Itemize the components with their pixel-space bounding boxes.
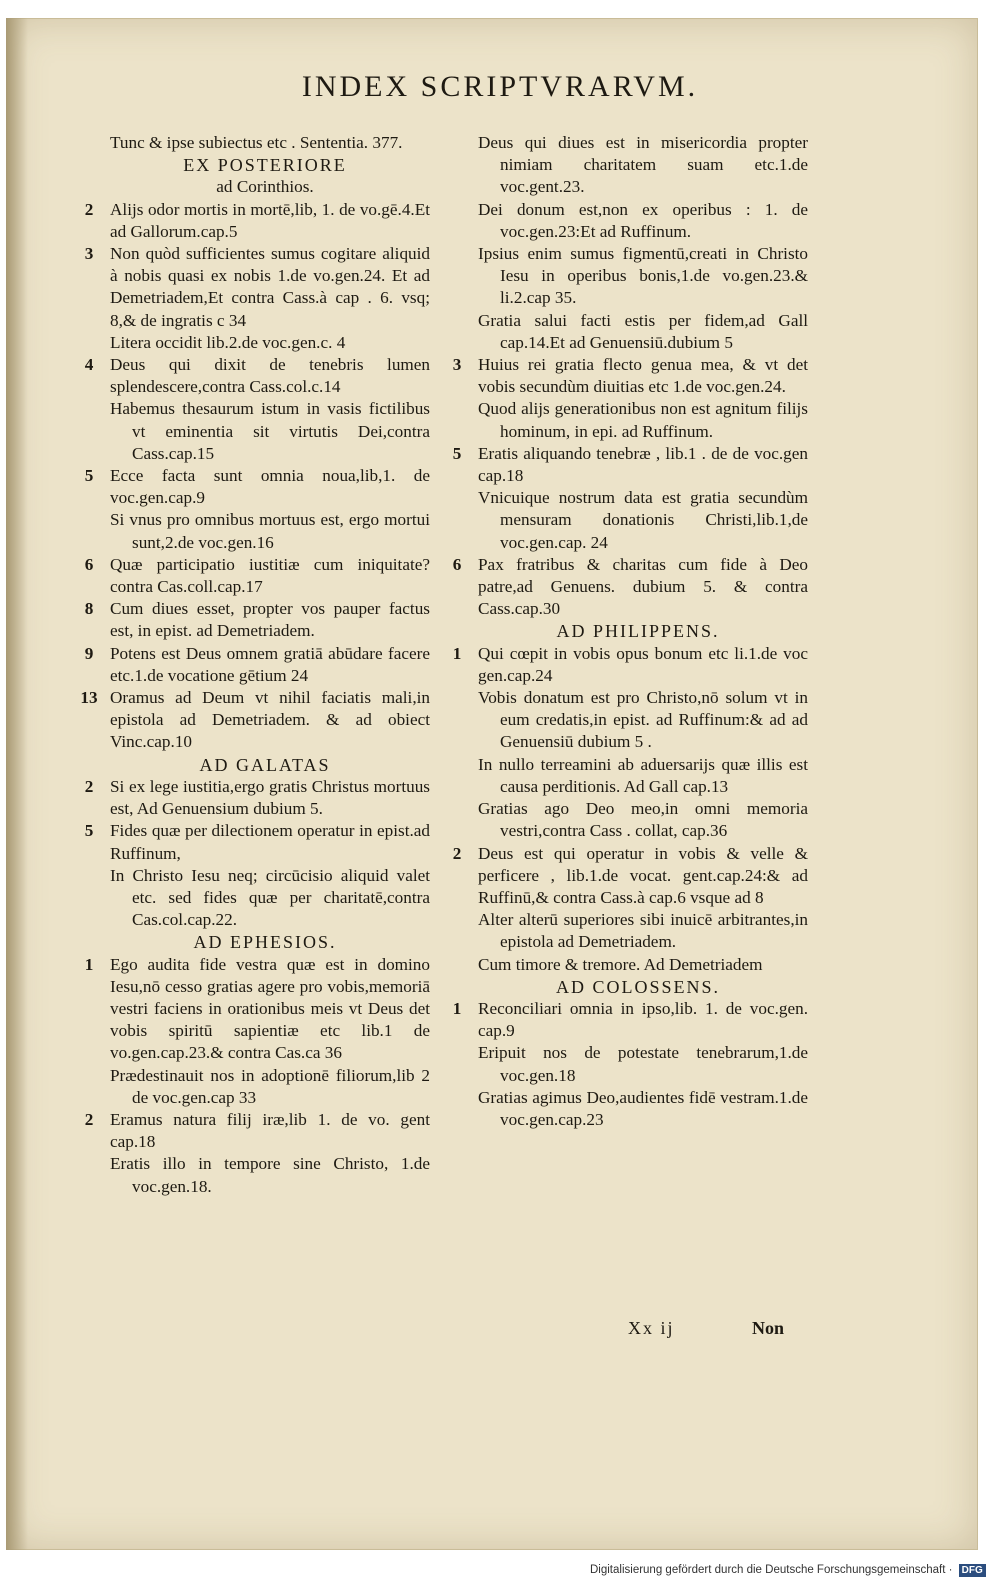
entry-text: Fides quæ per dilectionem operatur in epist.ad Ruffinum,: [110, 821, 430, 863]
right-column: [438, 132, 808, 1131]
index-entry-continued: Prædestinauit nos in adoptionē filiorum,lib 2 de voc.gen.cap 33: [110, 1065, 430, 1107]
section-heading: AD EPHESIOS.: [193, 932, 337, 953]
chapter-number: 9: [84, 643, 94, 663]
index-entry-continued: Vnicuique nostrum data est gratia secundùm mensuram donationis Christi,lib.1,de voc.gen.cap. 24: [478, 488, 808, 552]
gutter-shadow: [6, 18, 28, 1550]
chapter-number: 2: [84, 776, 94, 796]
entry-text: Quæ participatio iustitiæ cum iniquitate?contra Cas.coll.cap.17: [110, 554, 430, 597]
entry-text: Eramus natura filij iræ,lib 1. de vo. gent cap.18: [110, 1109, 430, 1152]
index-entry-continued: Vobis donatum est pro Christo,nō solum vt in eum credatis,in epist. ad Ruffinum:& ad ad Genuensiū dubium 5 .: [478, 688, 808, 752]
index-entry: [438, 843, 808, 910]
index-entry: [70, 598, 430, 642]
section-heading: AD GALATAS: [199, 754, 331, 775]
signature-mark: Xx ij: [628, 1318, 675, 1338]
index-entry-continued: Habemus thesaurum istum in vasis fictilibus vt eminentia sit virtutis Dei,contra Cass.cap.15: [110, 399, 430, 463]
index-entry-continued: Eripuit nos de potestate tenebrarum,1.de voc.gen.18: [478, 1043, 808, 1085]
chapter-number: 2: [84, 1109, 94, 1129]
entry-text: Eratis aliquando tenebræ , lib.1 . de de voc.gen cap.18: [478, 443, 808, 486]
chapter-number: 5: [452, 443, 462, 463]
index-entry: [70, 820, 430, 864]
index-entry: [438, 998, 808, 1042]
chapter-number: 3: [84, 244, 94, 264]
section-subheading: ad Corinthios.: [216, 177, 314, 197]
index-entry: [70, 465, 430, 509]
left-column: [70, 132, 430, 1198]
index-entry: [438, 643, 808, 687]
chapter-number: 3: [452, 355, 462, 375]
chapter-number: 1: [84, 954, 94, 974]
index-entry: [70, 643, 430, 687]
chapter-number: 6: [84, 554, 94, 574]
index-entry: [70, 1109, 430, 1153]
index-entry: [70, 554, 430, 598]
index-entry-continued: Si vnus pro omnibus mortuus est, ergo mortui sunt,2.de voc.gen.16: [110, 510, 430, 552]
entry-text: Reconciliari omnia in ipso,lib. 1. de voc.gen. cap.9: [478, 998, 808, 1041]
index-entry: [438, 354, 808, 398]
chapter-number: 1: [452, 998, 462, 1018]
catchword: Non: [752, 1318, 785, 1338]
entry-text: Non quòd sufficientes sumus cogitare aliquid à nobis quasi ex nobis 1.de vo.gen.24. Et ad Demetriadem,Et contra Cass.à cap . 6. vsq; 8,& de ingratis c 34: [110, 244, 430, 330]
index-entry-continued: Gratias agimus Deo,audientes fidē vestram.1.de voc.gen.cap.23: [478, 1087, 808, 1129]
digitization-credit: Digitalisierung gefördert durch die Deutsche Forschungsgemeinschaft · DFG: [590, 1564, 986, 1577]
entry-text: Huius rei gratia flecto genua mea, & vt det vobis secundùm diuitias etc 1.de voc.gen.24.: [478, 355, 808, 397]
index-entry-continued: Ipsius enim sumus figmentū,creati in Christo Iesu in operibus bonis,1.de vo.gen.23.& li.2.cap 35.: [478, 244, 808, 308]
index-entry: [438, 443, 808, 487]
chapter-number: 1: [452, 643, 462, 663]
index-entry-continued: Gratias ago Deo meo,in omni memoria vestri,contra Cass . collat, cap.36: [478, 799, 808, 841]
index-entry-continued: Eratis illo in tempore sine Christo, 1.de voc.gen.18.: [110, 1154, 430, 1196]
section-heading: EX POSTERIORE: [183, 155, 347, 176]
index-entry-continued: Quod alijs generationibus non est agnitum filijs hominum, in epi. ad Ruffinum.: [478, 399, 808, 441]
index-entry: [70, 243, 430, 332]
index-entry: [70, 954, 430, 1065]
entry-text: Potens est Deus omnem gratiā abūdare facere etc.1.de vocatione gētium 24: [110, 643, 430, 685]
entry-text: Deus qui dixit de tenebris lumen splendescere,contra Cass.col.c.14: [110, 355, 430, 397]
entry-text: Pax fratribus & charitas cum fide à Deo patre,ad Genuens. dubium 5. & contra Cass.cap.30: [478, 554, 808, 619]
section-heading: AD PHILIPPENS.: [556, 621, 720, 642]
chapter-number: 2: [84, 199, 94, 219]
index-entry: [70, 687, 430, 754]
index-entry: [70, 776, 430, 820]
credit-text: Digitalisierung gefördert durch die Deutsche Forschungsgemeinschaft: [590, 1564, 946, 1576]
entry-text: Ecce facta sunt omnia noua,lib,1. de voc.gen.cap.9: [110, 466, 430, 508]
page-header: INDEX SCRIPTVRARVM.: [301, 70, 699, 103]
entry-text: Si ex lege iustitia,ergo gratis Christus mortuus est, Ad Genuensium dubium 5.: [110, 776, 430, 819]
entry-text: Qui cœpit in vobis opus bonum etc li.1.de voc gen.cap.24: [478, 643, 808, 685]
index-entry: [438, 554, 808, 621]
entry-text: Oramus ad Deum vt nihil faciatis mali,in epistola ad Demetriadem. & ad obiect Vinc.cap.10: [110, 688, 430, 752]
chapter-number: 6: [452, 554, 462, 574]
chapter-number: 5: [84, 466, 94, 486]
index-entry-continued: Alter alterū superiores sibi inuicē arbitrantes,in epistola ad Demetriadem.: [478, 910, 808, 952]
index-entry-continued: Gratia salui facti estis per fidem,ad Gall cap.14.Et ad Genuensiū.dubium 5: [478, 310, 808, 352]
index-entry-continued: In Christo Iesu neq; circūcisio aliquid valet etc. sed fides quæ per charitatē,contra Cas.col.cap.22.: [110, 865, 430, 930]
entry-text: Alijs odor mortis in mortē,lib, 1. de vo.gē.4.Et ad Gallorum.cap.5: [110, 199, 430, 241]
index-entry-continued: Litera occidit lib.2.de voc.gen.c. 4: [110, 332, 346, 352]
chapter-number: 8: [84, 599, 94, 619]
section-heading: AD COLOSSENS.: [555, 976, 721, 997]
index-entry-continued: Dei donum est,non ex operibus : 1. de voc.gen.23:Et ad Ruffinum.: [478, 199, 808, 241]
entry-text: Ego audita fide vestra quæ est in domino Iesu,nō cesso gratias agere pro vobis,memoriā vestri faciens in orationibus meis vt Deus det vobis spiritū sapientiæ etc lib.1 de vo.gen.cap.23.& contra Cas.ca 36: [110, 954, 430, 1063]
entry-text: Deus est qui operatur in vobis & velle & perficere , lib.1.de vocat. gent.cap.24:& ad Ruffinū,& contra Cass.à cap.6 vsque ad 8: [478, 843, 808, 907]
index-entry-continued: Cum timore & tremore. Ad Demetriadem: [478, 954, 763, 974]
chapter-number: 5: [84, 821, 94, 841]
chapter-number: 2: [452, 843, 462, 863]
entry-text: Cum diues esset, propter vos pauper factus est, in epist. ad Demetriadem.: [110, 599, 430, 641]
dfg-logo: DFG: [959, 1564, 986, 1577]
index-entry-continued: Tunc & ipse subiectus etc . Sententia. 377.: [110, 133, 403, 152]
index-entry: [70, 199, 430, 243]
chapter-number: 13: [80, 688, 98, 708]
chapter-number: 4: [84, 355, 94, 375]
index-entry-continued: In nullo terreamini ab aduersarijs quæ illis est causa perditionis. Ad Gall cap.13: [478, 754, 808, 796]
index-entry-continued: Deus qui diues est in misericordia propter nimiam charitatem suam etc.1.de voc.gent.23.: [478, 133, 808, 197]
index-entry: [70, 354, 430, 398]
